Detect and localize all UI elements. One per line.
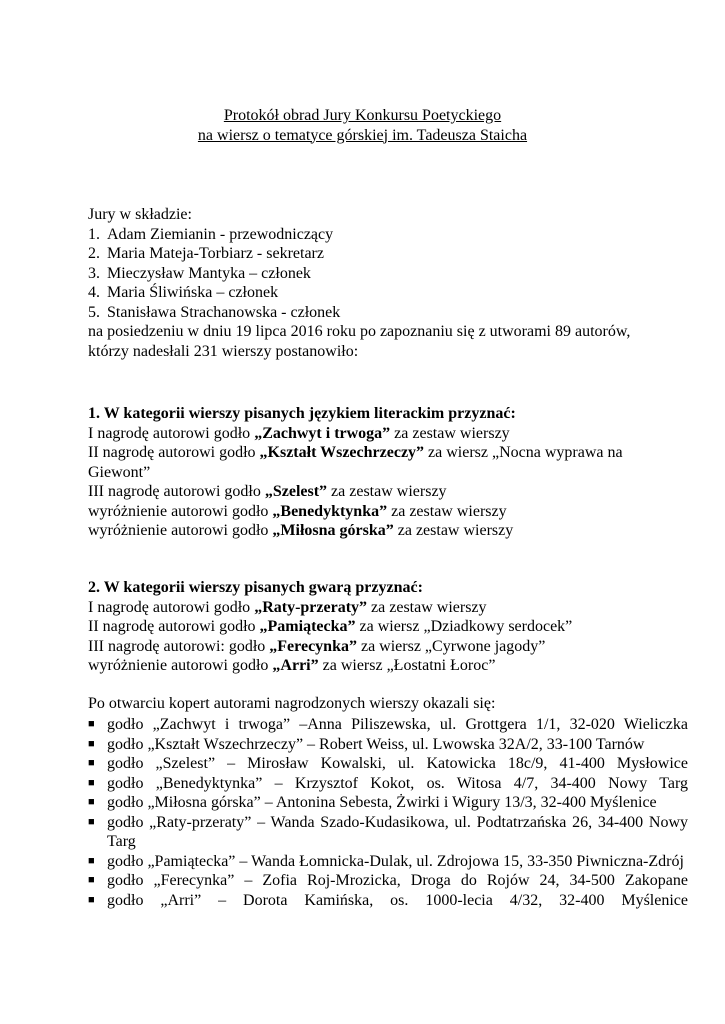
jury-intro-line-2: którzy nadesłali 231 wierszy postanowiło: [88, 342, 359, 360]
award-row [88, 424, 688, 444]
jury-intro-line-1: na posiedzeniu w dniu 19 lipca 2016 roku po zapoznaniu się z utworami 89 autorów, [88, 323, 631, 340]
award-motto: „Szelest” [264, 483, 328, 500]
list-item [88, 852, 688, 872]
award-row [88, 521, 688, 541]
jury-member [88, 303, 688, 323]
award-text: wyróżnienie autorowi godło [88, 522, 273, 539]
jury-member-number: 2. [88, 245, 100, 262]
winner-text: godło „Raty-przeraty” – Wanda Szado-Kudasikowa, ul. Podtatrzańska 26, 34-400 Nowy Targ [107, 813, 688, 850]
category-dialect-section [88, 578, 688, 676]
jury-member-text: Maria Śliwińska – członek [107, 284, 279, 301]
winner-text: godło „Arri” – Dorota Kamińska, os. 1000-lecia 4/32, 32-400 Myślenice [107, 891, 688, 909]
award-motto: „Zachwyt i trwoga” [254, 424, 391, 442]
award-row [88, 637, 688, 657]
bullet-square-icon: ■ [88, 815, 95, 828]
award-motto: „Pamiątecka” [259, 618, 356, 635]
jury-member-text: Mieczysław Mantyka – członek [107, 264, 311, 282]
jury-member [88, 225, 688, 245]
category-literary-heading: 1. W kategorii wierszy pisanych językiem literackim przyznać: [88, 405, 516, 422]
document-title [0, 106, 725, 145]
award-text: III nagrodę autorowi godło [88, 483, 265, 500]
jury-member-number: 5. [88, 303, 100, 321]
award-text: I nagrodę autorowi godło [88, 598, 255, 616]
winner-text: godło „Kształt Wszechrzeczy” – Robert Weiss, ul. Lwowska 32A/2, 33-100 Tarnów [107, 735, 645, 753]
award-text: za zestaw wierszy [390, 424, 510, 442]
winner-text: godło „Ferecynka” – Zofia Roj-Mrozicka, Droga do Rojów 24, 34-500 Zakopane [107, 872, 688, 889]
award-motto: „Benedyktynka” [272, 502, 388, 520]
list-item [88, 715, 688, 735]
jury-member [88, 244, 688, 264]
award-motto: „Ferecynka” [269, 637, 357, 655]
list-item [88, 774, 688, 794]
winner-text: godło „Zachwyt i trwoga” –Anna Piliszewska, ul. Grottgera 1/1, 32-020 Wieliczka [107, 716, 688, 733]
award-text: za wiersz „Nocna wyprawa na [424, 444, 623, 461]
winner-text: godło „Pamiątecka” – Wanda Łomnicka-Dulak, ul. Zdrojowa 15, 33-350 Piwniczna-Zdrój [107, 852, 684, 870]
winner-text: godło „Miłosna górska” – Antonina Sebesta, Żwirki i Wigury 13/3, 32-400 Myślenice [107, 794, 657, 811]
jury-member-number: 1. [88, 225, 100, 243]
award-text: II nagrodę autorowi godło [88, 618, 260, 635]
jury-heading: Jury w składzie: [88, 206, 192, 223]
award-text: za wiersz „Cyrwone jagody” [356, 637, 546, 655]
winners-heading: Po otwarciu kopert autorami nagrodzonych wierszy okazali się: [88, 695, 496, 712]
bullet-square-icon: ■ [88, 737, 95, 750]
award-text: za wiersz „Dziadkowy serdocek” [355, 618, 573, 635]
award-motto: „Kształt Wszechrzeczy” [259, 444, 425, 461]
winner-text: godło „Szelest” – Mirosław Kowalski, ul. Katowicka 18c/9, 41-400 Mysłowice [107, 755, 688, 772]
jury-member-text: Adam Ziemianin - przewodniczący [107, 225, 334, 243]
bullet-square-icon: ■ [88, 757, 95, 769]
jury-member-number: 3. [88, 264, 100, 282]
award-row [88, 502, 688, 522]
bullet-square-icon: ■ [88, 874, 95, 886]
award-text: za zestaw wierszy [393, 522, 514, 539]
category-literary-section [88, 404, 688, 541]
award-motto: „Raty-przeraty” [254, 598, 368, 616]
award-text: za wiersz „Łostatni Łoroc” [318, 657, 496, 674]
bullet-square-icon: ■ [88, 893, 95, 906]
jury-member-text: Maria Mateja-Torbiarz - sekretarz [107, 245, 324, 262]
award-row [88, 656, 688, 676]
winners-list [88, 715, 688, 910]
jury-section [88, 205, 688, 361]
award-text: II nagrodę autorowi godło [88, 444, 260, 461]
bullet-square-icon: ■ [88, 796, 95, 808]
title-line-1: Protokół obrad Jury Konkursu Poetyckiego [223, 107, 502, 124]
category-dialect-heading: 2. W kategorii wierszy pisanych gwarą przyznać: [88, 579, 423, 596]
bullet-square-icon: ■ [88, 776, 95, 789]
award-text: za zestaw wierszy [367, 598, 487, 616]
award-text: wyróżnienie autorowi godło [88, 502, 273, 520]
list-item [88, 735, 688, 755]
list-item [88, 891, 688, 911]
award-row [88, 443, 688, 463]
award-text: za zestaw wierszy [387, 502, 507, 520]
award-row [88, 598, 688, 618]
list-item [88, 871, 688, 891]
award-text: I nagrodę autorowi godło [88, 424, 255, 442]
award-text: za zestaw wierszy [327, 483, 447, 500]
jury-member [88, 283, 688, 303]
jury-member-number: 4. [88, 284, 100, 301]
award-motto: „Arri” [272, 657, 319, 674]
award-text: Giewont” [88, 463, 151, 481]
award-motto: „Miłosna górska” [272, 522, 394, 539]
award-text: III nagrodę autorowi: godło [88, 637, 270, 655]
list-item [88, 793, 688, 813]
jury-member-text: Stanisława Strachanowska - członek [107, 303, 341, 321]
jury-member [88, 264, 688, 284]
title-line-2: na wiersz o tematyce górskiej im. Tadeusza Staicha [197, 126, 528, 144]
award-row [88, 482, 688, 502]
list-item [88, 813, 688, 852]
list-item [88, 754, 688, 774]
award-text: wyróżnienie autorowi godło [88, 657, 273, 674]
bullet-square-icon: ■ [88, 854, 95, 867]
award-row [88, 617, 688, 637]
bullet-square-icon: ■ [88, 718, 95, 730]
winner-text: godło „Benedyktynka” – Krzysztof Kokot, os. Witosa 4/7, 34-400 Nowy Targ [107, 774, 688, 792]
award-row [88, 463, 688, 483]
